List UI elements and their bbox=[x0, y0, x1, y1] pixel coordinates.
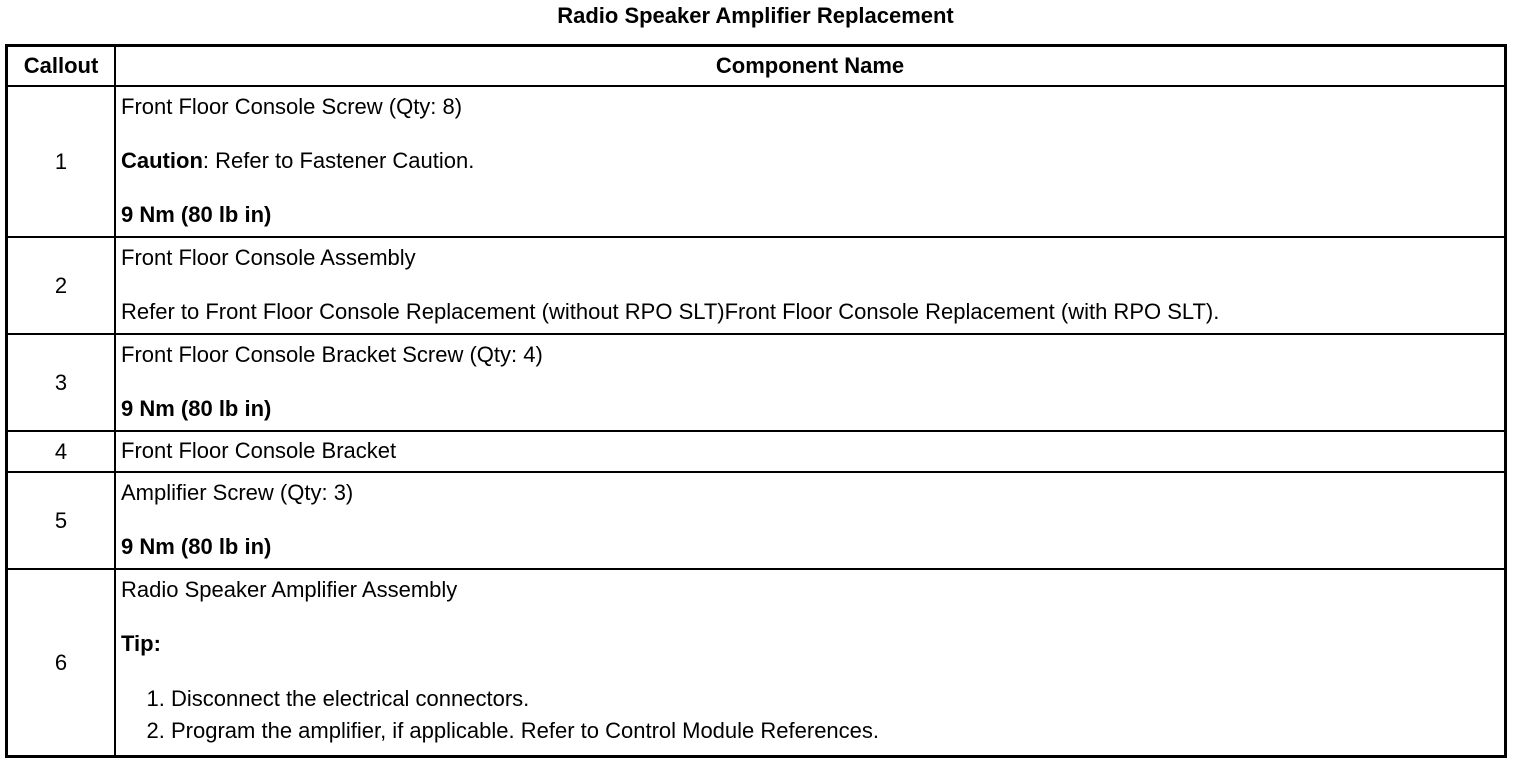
component-name: Front Floor Console Assembly bbox=[121, 245, 416, 270]
callout-number: 2 bbox=[7, 237, 116, 334]
component-cell bbox=[115, 334, 1506, 431]
table-row bbox=[7, 334, 1506, 431]
caution-label: Caution bbox=[121, 148, 203, 173]
table-row bbox=[7, 86, 1506, 237]
callout-number: 3 bbox=[7, 334, 116, 431]
component-name: Amplifier Screw (Qty: 3) bbox=[121, 480, 354, 505]
component-table bbox=[5, 44, 1507, 758]
list-item: 1. Disconnect the electrical connectors. bbox=[171, 683, 1500, 715]
caution-text: : Refer to Fastener Caution. bbox=[202, 148, 475, 173]
component-name: Front Floor Console Bracket bbox=[121, 438, 397, 463]
table-row bbox=[7, 569, 1506, 757]
component-cell bbox=[115, 86, 1506, 237]
torque-spec: 9 Nm (80 lb in) bbox=[121, 396, 272, 421]
component-cell bbox=[115, 431, 1506, 472]
component-name: Radio Speaker Amplifier Assembly bbox=[121, 577, 458, 602]
component-cell bbox=[115, 237, 1506, 334]
table-header-row bbox=[7, 46, 1506, 87]
callout-header: Callout bbox=[7, 46, 116, 87]
tip-label: Tip: bbox=[121, 631, 161, 656]
callout-number: 6 bbox=[7, 569, 116, 757]
table-row bbox=[7, 472, 1506, 569]
table-row bbox=[7, 237, 1506, 334]
callout-number: 5 bbox=[7, 472, 116, 569]
component-name: Front Floor Console Bracket Screw (Qty: 4) bbox=[121, 342, 543, 367]
component-cell bbox=[115, 472, 1506, 569]
tip-steps-list bbox=[121, 683, 1500, 747]
component-name: Front Floor Console Screw (Qty: 8) bbox=[121, 94, 463, 119]
callout-number: 1 bbox=[7, 86, 116, 237]
caution-note bbox=[121, 148, 1500, 174]
reference-note: Refer to Front Floor Console Replacement (without RPO SLT)Front Floor Console Replacement (with RPO SLT). bbox=[121, 299, 1220, 324]
page-title: Radio Speaker Amplifier Replacement bbox=[557, 3, 954, 28]
list-item: 2. Program the amplifier, if applicable. Refer to Control Module References. bbox=[171, 715, 1500, 747]
component-cell bbox=[115, 569, 1506, 757]
callout-number: 4 bbox=[7, 431, 116, 472]
torque-spec: 9 Nm (80 lb in) bbox=[121, 202, 272, 227]
table-row bbox=[7, 431, 1506, 472]
component-name-header: Component Name bbox=[115, 46, 1506, 87]
torque-spec: 9 Nm (80 lb in) bbox=[121, 534, 272, 559]
